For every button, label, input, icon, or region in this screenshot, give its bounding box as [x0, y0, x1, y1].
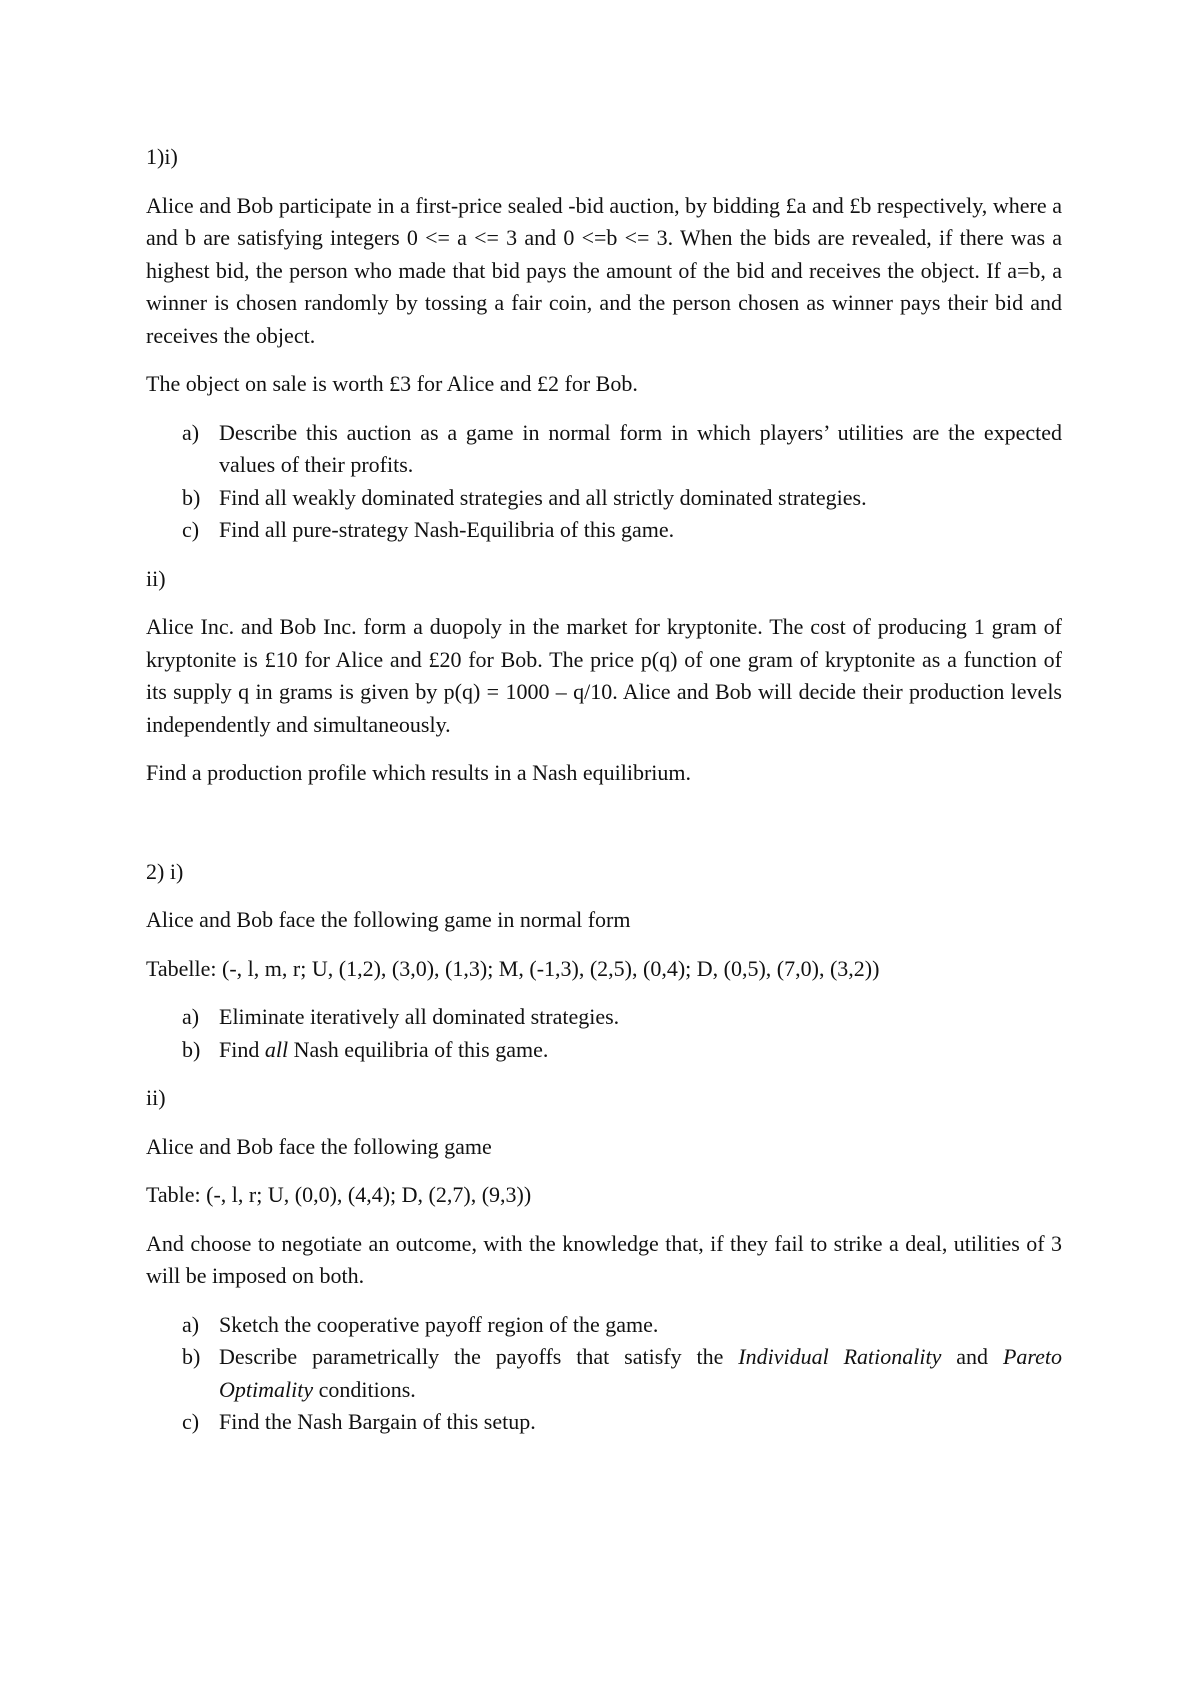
item-text-emphasis: Pareto Optimality [219, 1344, 1062, 1402]
section-gap [146, 806, 1062, 856]
q2-ii-heading: ii) [146, 1085, 166, 1110]
task-item [146, 417, 1062, 482]
item-marker: c) [182, 517, 200, 542]
item-text: Eliminate iteratively all dominated strategies. [219, 1004, 620, 1029]
task-item [146, 1341, 1062, 1406]
item-marker: c) [182, 1409, 200, 1434]
q2-i-tasks [146, 1001, 1062, 1066]
task-item [146, 1001, 1062, 1034]
item-text: Sketch the cooperative payoff region of the game. [219, 1311, 659, 1337]
q1-ii-task: Find a production profile which results in a Nash equilibrium. [146, 760, 692, 785]
q1-heading: 1)i) [146, 144, 178, 169]
item-text: Describe this auction as a game in normal form in which players’ utilities are the expected values of their profits. [219, 419, 1062, 477]
q1-i-tasks [146, 417, 1062, 547]
q1-ii-heading: ii) [146, 565, 166, 591]
item-text-mid: and [941, 1344, 1003, 1369]
document-page [146, 141, 1062, 1455]
item-text-emphasis: all [264, 1036, 289, 1062]
q2-ii-negotiate: And choose to negotiate an outcome, with the knowledge that, if they fail to strike a deal, utilities of 3 will be imposed on both. [146, 1230, 1062, 1288]
item-text-post: Nash equilibria of this game. [288, 1036, 549, 1062]
item-marker: b) [182, 1036, 201, 1062]
item-text: Find all pure-strategy Nash-Equilibria of this game. [219, 517, 675, 542]
item-marker: a) [182, 1004, 200, 1029]
q1-i-intro: Alice and Bob participate in a first-price sealed -bid auction, by bidding £a and £b respectively, where a and b are satisfying integers 0 <= a <= 3 and 0 <=b <= 3. When the bids are revealed, if there was a highest bid, the person who made that bid pays the amount of the bid and receives the object. If a=b, a winner is chosen randomly by tossing a fair coin, and the person chosen as winner pays their bid and receives the object. [146, 192, 1062, 348]
task-item [146, 482, 1062, 515]
item-text: Find the Nash Bargain of this setup. [219, 1409, 536, 1434]
item-text-emphasis: Individual Rationality [738, 1344, 942, 1369]
q1-ii-intro: Alice Inc. and Bob Inc. form a duopoly in the market for kryptonite. The cost of producing 1 gram of kryptonite is £10 for Alice and £20 for Bob. The price p(q) of one gram of kryptonite as a function of its supply q in grams is given by p(q) = 1000 – q/10. Alice and Bob will decide their production levels independently and simultaneously. [146, 614, 1062, 737]
q2-ii-table: Table: (-, l, r; U, (0,0), (4,4); D, (2,7), (9,3)) [146, 1182, 532, 1207]
q2-heading: 2) i) [146, 858, 184, 884]
item-marker: a) [182, 419, 200, 445]
q2-ii-tasks [146, 1309, 1062, 1439]
q2-i-intro: Alice and Bob face the following game in normal form [146, 907, 631, 932]
item-text-pre: Describe parametrically the payoffs that satisfy the [219, 1344, 739, 1369]
item-marker: b) [182, 1344, 201, 1369]
task-item [146, 1406, 1062, 1439]
task-item [146, 514, 1062, 547]
item-text: Find all weakly dominated strategies and all strictly dominated strategies. [219, 484, 867, 510]
task-item [146, 1309, 1062, 1342]
item-text-pre: Find [219, 1036, 265, 1062]
q2-ii-intro: Alice and Bob face the following game [146, 1133, 492, 1159]
task-item [146, 1034, 1062, 1067]
item-marker: b) [182, 484, 201, 510]
q2-i-table: Tabelle: (-, l, m, r; U, (1,2), (3,0), (1,3); M, (-1,3), (2,5), (0,4); D, (0,5), (7,0), (3,2)) [146, 955, 880, 981]
q1-i-worth: The object on sale is worth £3 for Alice and £2 for Bob. [146, 371, 638, 396]
item-text-post: conditions. [313, 1376, 416, 1402]
item-marker: a) [182, 1311, 200, 1337]
